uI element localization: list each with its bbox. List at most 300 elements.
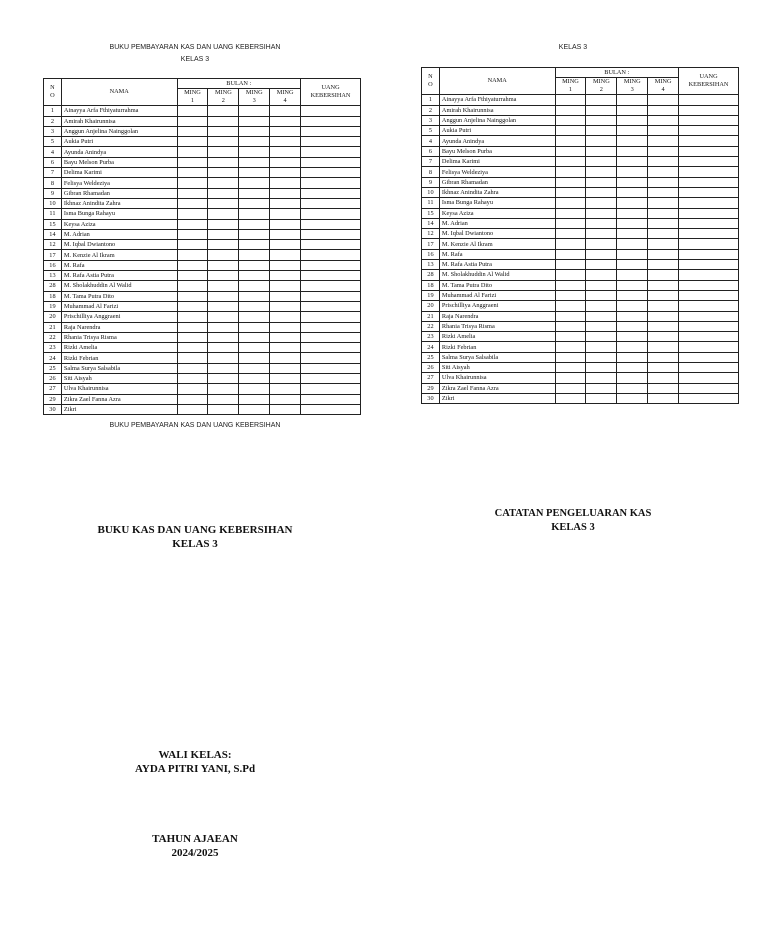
ming-4-cell — [270, 168, 301, 178]
ming-2-cell — [208, 209, 239, 219]
uang-kebersihan-cell — [301, 394, 361, 404]
ming-2-cell — [586, 126, 617, 136]
ming-4-cell — [648, 352, 679, 362]
ming-1-cell — [177, 147, 208, 157]
ming-4-cell — [270, 198, 301, 208]
ming-4-cell — [648, 260, 679, 270]
ming-2-cell — [586, 208, 617, 218]
uang-kebersihan-cell — [301, 291, 361, 301]
student-name: Salma Surya Salsabila — [439, 352, 555, 362]
ming-4-cell — [648, 301, 679, 311]
uang-kebersihan-cell — [679, 383, 739, 393]
ming-3-cell — [239, 137, 270, 147]
ming-4-cell — [648, 115, 679, 125]
uang-kebersihan-cell — [301, 229, 361, 239]
ming-3-cell — [617, 352, 648, 362]
ming-3-cell — [239, 188, 270, 198]
student-name: Muhammad Al Farizi — [439, 290, 555, 300]
ming-4-cell — [270, 157, 301, 167]
row-number: 24 — [422, 342, 440, 352]
row-number: 26 — [44, 374, 62, 384]
student-name: Rizki Amelia — [439, 332, 555, 342]
ming-2-cell — [586, 321, 617, 331]
col-header-ming-3: MING 3 — [239, 89, 270, 106]
uang-kebersihan-cell — [679, 290, 739, 300]
uang-kebersihan-cell — [301, 250, 361, 260]
col-header-ming-2: MING 2 — [586, 78, 617, 95]
row-number: 12 — [44, 240, 62, 250]
uang-kebersihan-cell — [301, 281, 361, 291]
ming-3-cell — [239, 384, 270, 394]
student-name: M. Sholakhuddin Al Walid — [439, 270, 555, 280]
ming-4-cell — [270, 332, 301, 342]
ming-1-cell — [177, 260, 208, 270]
col-header-ming-1: MING 1 — [177, 89, 208, 106]
ming-4-cell — [648, 229, 679, 239]
uang-kebersihan-cell — [679, 363, 739, 373]
student-name: M. Kenzie Al Ikram — [61, 250, 177, 260]
uang-kebersihan-cell — [679, 157, 739, 167]
cover-title-line2: KELAS 3 — [172, 538, 218, 550]
uang-kebersihan-cell — [679, 260, 739, 270]
ming-2-cell — [586, 187, 617, 197]
row-number: 3 — [44, 126, 62, 136]
ming-2-cell — [586, 311, 617, 321]
student-name: Aukia Putri — [61, 137, 177, 147]
row-number: 19 — [44, 301, 62, 311]
uang-kebersihan-cell — [301, 363, 361, 373]
row-number: 28 — [422, 270, 440, 280]
student-name: Raja Narendra — [61, 322, 177, 332]
table-row — [422, 239, 739, 249]
ming-4-cell — [648, 270, 679, 280]
row-number: 5 — [44, 137, 62, 147]
left-header-class: KELAS 3 — [180, 56, 210, 63]
ming-2-cell — [586, 290, 617, 300]
ming-4-cell — [270, 281, 301, 291]
ming-4-cell — [648, 218, 679, 228]
ming-1-cell — [555, 229, 586, 239]
ming-1-cell — [177, 312, 208, 322]
ming-2-cell — [208, 198, 239, 208]
ming-2-cell — [208, 353, 239, 363]
row-number: 9 — [422, 177, 440, 187]
ming-3-cell — [239, 126, 270, 136]
col-header-nama: NAMA — [61, 79, 177, 106]
ming-2-cell — [208, 157, 239, 167]
student-name: Felisya Weldeziya — [439, 167, 555, 177]
col-header-nama: NAMA — [439, 68, 555, 95]
ming-4-cell — [270, 116, 301, 126]
uang-kebersihan-cell — [679, 270, 739, 280]
catatan-pengeluaran-title — [440, 507, 706, 535]
catatan-line1: CATATAN PENGELUARAN KAS — [494, 508, 652, 519]
ming-4-cell — [648, 393, 679, 403]
ming-1-cell — [177, 126, 208, 136]
right-payment-table — [421, 67, 739, 404]
ming-1-cell — [177, 168, 208, 178]
table-row — [44, 404, 361, 414]
ming-2-cell — [208, 363, 239, 373]
uang-kebersihan-cell — [679, 373, 739, 383]
table-row — [422, 393, 739, 403]
ming-2-cell — [208, 168, 239, 178]
table-row — [422, 260, 739, 270]
ming-1-cell — [555, 249, 586, 259]
ming-3-cell — [239, 178, 270, 188]
uang-kebersihan-cell — [301, 322, 361, 332]
row-number: 12 — [422, 229, 440, 239]
table-row — [422, 270, 739, 280]
ming-3-cell — [239, 363, 270, 373]
uang-kebersihan-cell — [679, 332, 739, 342]
uang-kebersihan-cell — [679, 321, 739, 331]
ming-4-cell — [270, 106, 301, 116]
uang-kebersihan-cell — [301, 260, 361, 270]
ming-4-cell — [648, 167, 679, 177]
table-row — [44, 384, 361, 394]
table-row — [44, 178, 361, 188]
student-name: Keysa Aziza — [61, 219, 177, 229]
ming-4-cell — [270, 271, 301, 281]
ming-4-cell — [270, 374, 301, 384]
ming-1-cell — [177, 178, 208, 188]
ming-4-cell — [270, 188, 301, 198]
ming-2-cell — [208, 106, 239, 116]
ming-3-cell — [617, 157, 648, 167]
uang-kebersihan-cell — [301, 332, 361, 342]
ming-4-cell — [648, 157, 679, 167]
row-number: 10 — [44, 198, 62, 208]
ming-1-cell — [555, 126, 586, 136]
ming-4-cell — [270, 260, 301, 270]
student-name: Zikra Zael Fanna Azra — [439, 383, 555, 393]
row-number: 6 — [422, 146, 440, 156]
student-name: Felisya Weldeziya — [61, 178, 177, 188]
student-name: Amirah Khairunnisa — [61, 116, 177, 126]
student-name: Gibran Rhamadan — [61, 188, 177, 198]
ming-4-cell — [270, 322, 301, 332]
table-row — [422, 342, 739, 352]
student-name: Bayu Melson Purba — [439, 146, 555, 156]
student-name: M. Kenzie Al Ikram — [439, 239, 555, 249]
student-name: M. Iqbal Dwiantono — [61, 240, 177, 250]
ming-1-cell — [555, 260, 586, 270]
table-row — [44, 271, 361, 281]
ming-4-cell — [270, 126, 301, 136]
uang-kebersihan-cell — [679, 280, 739, 290]
ming-1-cell — [177, 291, 208, 301]
uang-kebersihan-cell — [301, 271, 361, 281]
ming-3-cell — [239, 106, 270, 116]
ming-3-cell — [239, 198, 270, 208]
uang-kebersihan-cell — [301, 404, 361, 414]
ming-1-cell — [555, 311, 586, 321]
student-name: M. Rafa — [61, 260, 177, 270]
ming-2-cell — [208, 332, 239, 342]
student-name: Ikhnaz Anindita Zahra — [61, 198, 177, 208]
ming-1-cell — [555, 393, 586, 403]
row-number: 25 — [422, 352, 440, 362]
uang-kebersihan-cell — [679, 126, 739, 136]
student-name: M. Rafa Astia Putra — [61, 271, 177, 281]
student-name: Zikri — [439, 393, 555, 403]
student-name: M. Rafa — [439, 249, 555, 259]
ming-2-cell — [208, 126, 239, 136]
ming-1-cell — [555, 136, 586, 146]
col-header-ming-4: MING 4 — [648, 78, 679, 95]
ming-2-cell — [586, 383, 617, 393]
uang-kebersihan-cell — [301, 137, 361, 147]
ming-4-cell — [648, 342, 679, 352]
ming-1-cell — [177, 353, 208, 363]
ming-4-cell — [270, 312, 301, 322]
uang-kebersihan-cell — [679, 342, 739, 352]
ming-2-cell — [586, 157, 617, 167]
ming-1-cell — [177, 394, 208, 404]
ming-4-cell — [648, 105, 679, 115]
table-row — [422, 332, 739, 342]
row-number: 10 — [422, 187, 440, 197]
ming-4-cell — [648, 363, 679, 373]
student-name: Anggun Anjelina Nainggolan — [439, 115, 555, 125]
uang-kebersihan-cell — [301, 240, 361, 250]
student-name: Bayu Melson Purba — [61, 157, 177, 167]
table-row — [44, 168, 361, 178]
ming-4-cell — [648, 146, 679, 156]
ming-3-cell — [239, 353, 270, 363]
ming-3-cell — [239, 291, 270, 301]
row-number: 30 — [44, 404, 62, 414]
table-row — [422, 126, 739, 136]
ming-1-cell — [177, 188, 208, 198]
uang-kebersihan-cell — [679, 352, 739, 362]
student-name: Delima Karimi — [439, 157, 555, 167]
table-row — [422, 290, 739, 300]
table-row — [422, 157, 739, 167]
row-number: 13 — [422, 260, 440, 270]
student-name: Rhania Trisya Risma — [61, 332, 177, 342]
table-row — [422, 115, 739, 125]
wali-kelas-name: AYDA PITRI YANI, S.Pd — [134, 763, 256, 775]
ming-3-cell — [239, 312, 270, 322]
ming-1-cell — [555, 239, 586, 249]
ming-2-cell — [208, 260, 239, 270]
ming-2-cell — [586, 167, 617, 177]
uang-kebersihan-cell — [301, 178, 361, 188]
ming-3-cell — [617, 373, 648, 383]
student-name: Keysa Aziza — [439, 208, 555, 218]
ming-2-cell — [208, 374, 239, 384]
ming-3-cell — [617, 239, 648, 249]
table-row — [422, 321, 739, 331]
row-number: 29 — [44, 394, 62, 404]
row-number: 11 — [422, 198, 440, 208]
ming-4-cell — [270, 384, 301, 394]
row-number: 4 — [422, 136, 440, 146]
ming-1-cell — [177, 363, 208, 373]
uang-kebersihan-cell — [679, 301, 739, 311]
tahun-ajaran-value: 2024/2025 — [171, 847, 219, 859]
ming-3-cell — [239, 260, 270, 270]
ming-4-cell — [270, 178, 301, 188]
ming-3-cell — [617, 229, 648, 239]
uang-kebersihan-cell — [679, 208, 739, 218]
ming-4-cell — [648, 280, 679, 290]
row-number: 18 — [44, 291, 62, 301]
ming-1-cell — [177, 198, 208, 208]
uang-kebersihan-cell — [679, 146, 739, 156]
ming-2-cell — [208, 322, 239, 332]
row-number: 30 — [422, 393, 440, 403]
table-row — [422, 280, 739, 290]
ming-2-cell — [208, 250, 239, 260]
ming-3-cell — [617, 115, 648, 125]
row-number: 28 — [44, 281, 62, 291]
ming-4-cell — [648, 239, 679, 249]
ming-3-cell — [617, 280, 648, 290]
uang-kebersihan-cell — [679, 105, 739, 115]
row-number: 16 — [44, 260, 62, 270]
ming-3-cell — [239, 343, 270, 353]
ming-3-cell — [239, 404, 270, 414]
col-header-uang-kebersihan: UANG KEBERSIHAN — [679, 68, 739, 95]
table-row — [44, 137, 361, 147]
table-row — [422, 301, 739, 311]
ming-3-cell — [617, 126, 648, 136]
ming-3-cell — [617, 321, 648, 331]
ming-2-cell — [586, 260, 617, 270]
ming-3-cell — [617, 311, 648, 321]
ming-2-cell — [586, 270, 617, 280]
right-table-body — [422, 95, 739, 404]
ming-3-cell — [239, 229, 270, 239]
left-footer-caption: BUKU PEMBAYARAN KAS DAN UANG KEBERSIHAN — [109, 422, 281, 429]
ming-3-cell — [617, 177, 648, 187]
student-name: Muhammad Al Farizi — [61, 301, 177, 311]
ming-4-cell — [648, 321, 679, 331]
row-number: 18 — [422, 280, 440, 290]
right-header-class: KELAS 3 — [558, 44, 588, 51]
table-row — [44, 353, 361, 363]
ming-1-cell — [177, 209, 208, 219]
table-row — [44, 198, 361, 208]
table-row — [422, 146, 739, 156]
uang-kebersihan-cell — [679, 115, 739, 125]
ming-1-cell — [177, 301, 208, 311]
student-name: M. Tama Putra Dito — [61, 291, 177, 301]
table-row — [422, 136, 739, 146]
ming-1-cell — [177, 343, 208, 353]
wali-kelas-label: WALI KELAS: — [158, 749, 232, 761]
ming-2-cell — [208, 116, 239, 126]
ming-3-cell — [617, 146, 648, 156]
col-header-ming-1: MING 1 — [555, 78, 586, 95]
row-number: 22 — [44, 332, 62, 342]
table-row — [422, 363, 739, 373]
ming-4-cell — [648, 290, 679, 300]
cover-title — [60, 523, 330, 551]
row-number: 6 — [44, 157, 62, 167]
ming-4-cell — [270, 240, 301, 250]
uang-kebersihan-cell — [679, 218, 739, 228]
ming-1-cell — [555, 115, 586, 125]
ming-4-cell — [270, 394, 301, 404]
student-name: Siti Aisyah — [61, 374, 177, 384]
ming-4-cell — [648, 95, 679, 105]
ming-3-cell — [617, 270, 648, 280]
row-number: 7 — [422, 157, 440, 167]
left-payment-table — [43, 78, 361, 415]
uang-kebersihan-cell — [301, 343, 361, 353]
ming-3-cell — [617, 363, 648, 373]
ming-3-cell — [239, 301, 270, 311]
row-number: 5 — [422, 126, 440, 136]
table-row — [44, 312, 361, 322]
ming-1-cell — [555, 363, 586, 373]
student-name: Zikri — [61, 404, 177, 414]
uang-kebersihan-cell — [301, 116, 361, 126]
ming-3-cell — [617, 332, 648, 342]
student-name: M. Sholakhuddin Al Walid — [61, 281, 177, 291]
table-row — [44, 374, 361, 384]
row-number: 4 — [44, 147, 62, 157]
ming-4-cell — [270, 229, 301, 239]
ming-3-cell — [617, 260, 648, 270]
table-row — [422, 208, 739, 218]
ming-1-cell — [555, 301, 586, 311]
table-row — [44, 260, 361, 270]
uang-kebersihan-cell — [679, 167, 739, 177]
ming-3-cell — [239, 250, 270, 260]
ming-2-cell — [208, 394, 239, 404]
ming-1-cell — [555, 290, 586, 300]
student-name: Anggun Anjelina Nainggolan — [61, 126, 177, 136]
ming-3-cell — [239, 240, 270, 250]
student-name: Siti Aisyah — [439, 363, 555, 373]
uang-kebersihan-cell — [301, 157, 361, 167]
table-row — [422, 352, 739, 362]
ming-1-cell — [555, 198, 586, 208]
ming-2-cell — [208, 281, 239, 291]
uang-kebersihan-cell — [679, 187, 739, 197]
ming-3-cell — [239, 168, 270, 178]
ming-3-cell — [617, 218, 648, 228]
ming-2-cell — [208, 404, 239, 414]
ming-2-cell — [208, 178, 239, 188]
ming-1-cell — [177, 229, 208, 239]
ming-2-cell — [208, 147, 239, 157]
uang-kebersihan-cell — [679, 249, 739, 259]
row-number: 7 — [44, 168, 62, 178]
ming-4-cell — [270, 250, 301, 260]
ming-1-cell — [555, 280, 586, 290]
ming-3-cell — [239, 157, 270, 167]
row-number: 17 — [44, 250, 62, 260]
ming-2-cell — [586, 229, 617, 239]
uang-kebersihan-cell — [301, 301, 361, 311]
ming-1-cell — [555, 218, 586, 228]
ming-3-cell — [239, 322, 270, 332]
ming-1-cell — [555, 146, 586, 156]
ming-4-cell — [648, 383, 679, 393]
ming-1-cell — [555, 105, 586, 115]
ming-1-cell — [177, 137, 208, 147]
col-header-bulan: BULAN : — [177, 79, 301, 89]
ming-3-cell — [239, 271, 270, 281]
ming-3-cell — [617, 136, 648, 146]
student-name: Ulva Khairunnisa — [439, 373, 555, 383]
